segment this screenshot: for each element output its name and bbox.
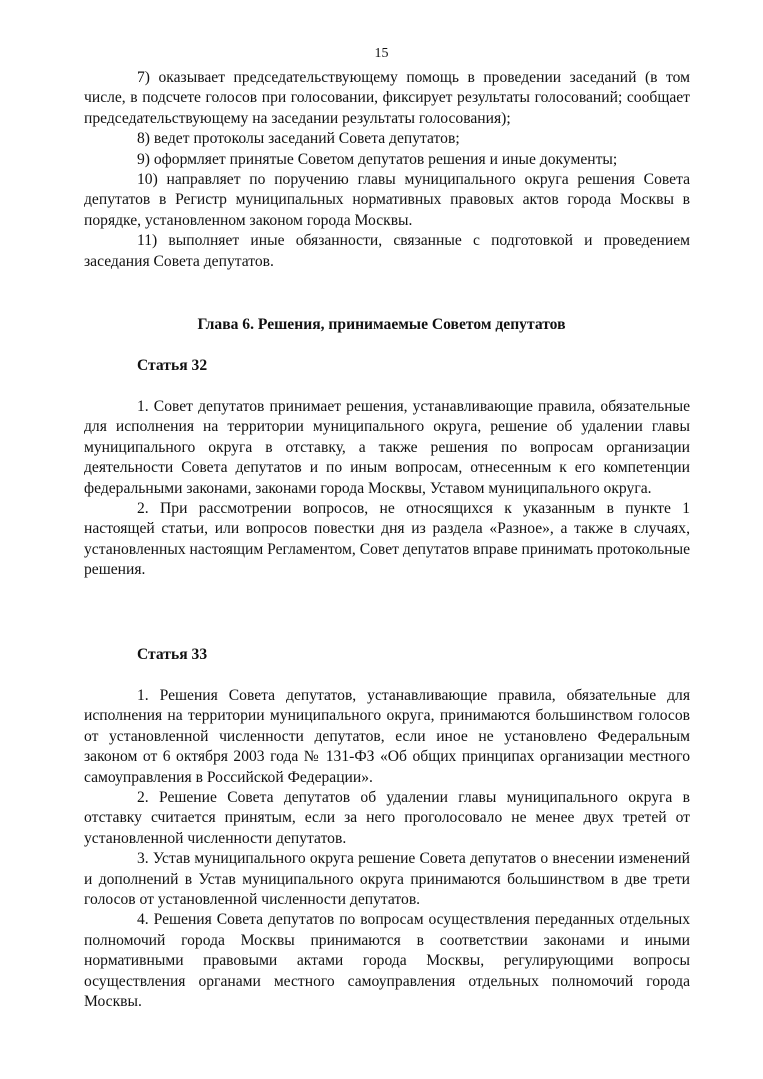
list-item: 7) оказывает председательствующему помощь в проведении заседаний (в том числе, в подсчете голосов при голосовании, фиксирует результаты голосований; сообщает председательствующему на заседании результаты голосования); [84,69,690,127]
duties-list [84,68,690,272]
article-32-body [84,397,690,581]
article-33-paragraph: 3. Устав муниципального округа решение Совета депутатов о внесении изменений и дополнений в Устав муниципального округа принимаются большинством в две трети голосов от установленной численности депутатов. [84,850,690,909]
list-item: 10) направляет по поручению главы муниципального округа решения Совета депутатов в Регистр муниципальных нормативных правовых актов города Москвы в порядке, установленном законом города Москвы. [84,171,690,229]
article-33-paragraph: 1. Решения Совета депутатов, устанавливающие правила, обязательные для исполнения на территории муниципального округа, принимаются большинством голосов от установленной численности депутатов, если иное не установлено Федеральным законом от 6 октября 2003 года № 131-ФЗ «Об общих принципах организации местного самоуправления в Российской Федерации». [84,687,690,786]
list-item: 11) выполняет иные обязанности, связанные с подготовкой и проведением заседания Совета депутатов. [84,232,690,270]
article-32-paragraph: 2. При рассмотрении вопросов, не относящихся к указанным в пункте 1 настоящей статьи, или вопросов повестки дня из раздела «Разное», а также в случаях, установленных настоящим Регламентом, Совет депутатов вправе принимать протокольные решения. [84,500,690,579]
chapter-title: Глава 6. Решения, принимаемые Советом депутатов [197,316,566,333]
article-33-body [84,686,690,1013]
article-33-title: Статья 33 [137,646,208,663]
article-32-title: Статья 32 [137,357,208,374]
article-33-paragraph: 2. Решение Совета депутатов об удалении главы муниципального округа в отставку считается принятым, если за него проголосовало не менее двух третей от установленной численности депутатов. [84,789,690,847]
page-number: 15 [374,46,389,61]
article-33-paragraph: 4. Решения Совета депутатов по вопросам осуществления переданных отдельных полномочий города Москвы принимаются в соответствии законами и иными нормативными правовыми актами города Москвы, регулирующими вопросы осуществления органами местного самоуправления отдельных полномочий города Москвы. [84,911,690,1011]
article-32-paragraph: 1. Совет депутатов принимает решения, устанавливающие правила, обязательные для исполнения на территории муниципального округа, решение об удалении главы муниципального округа в отставку, а также решения по вопросам организации деятельности Совета депутатов и по иным вопросам, отнесенным к его компетенции федеральными законами, законами города Москвы, Уставом муниципального округа. [84,398,690,497]
list-item: 9) оформляет принятые Советом депутатов решения и иные документы; [137,150,618,168]
list-item: 8) ведет протоколы заседаний Совета депутатов; [137,130,460,148]
